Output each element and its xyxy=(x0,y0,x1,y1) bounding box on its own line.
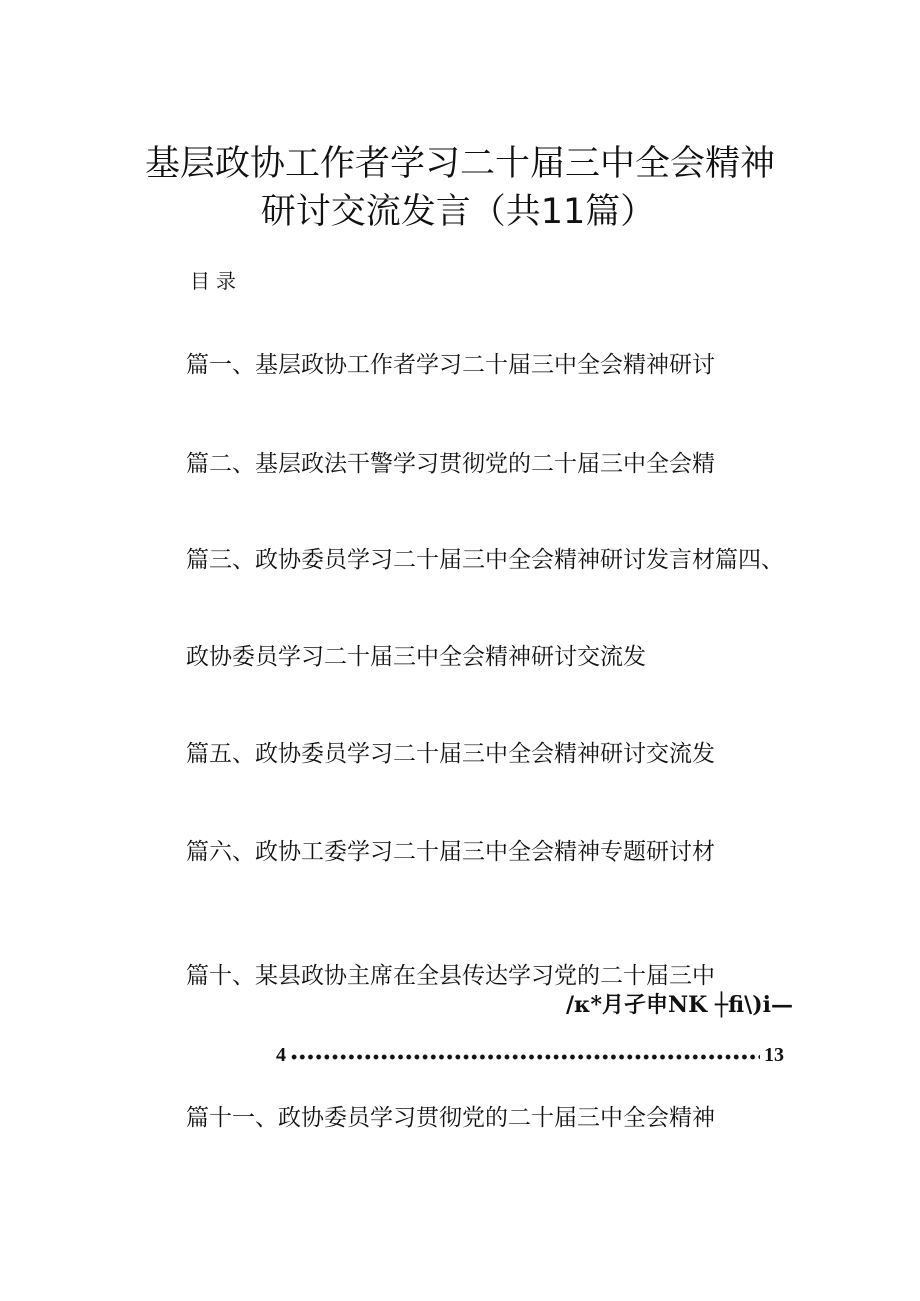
toc-item-1: 篇一、基层政协工作者学习二十届三中全会精神研讨 xyxy=(186,352,715,378)
document-title-line-1: 基层政协工作者学习二十届三中全会精神 xyxy=(144,144,775,184)
toc-item-10: 篇十、某县政协主席在全县传达学习党的二十届三中 xyxy=(186,963,715,989)
toc-item-3: 篇三、政协委员学习二十届三中全会精神研讨发言材篇四、 xyxy=(186,547,784,573)
toc-item-11: 篇十一、政协委员学习贯彻党的二十届三中全会精神 xyxy=(186,1105,715,1131)
toc-item-4: 政协委员学习二十届三中全会精神研讨交流发 xyxy=(186,644,646,670)
toc-item-6: 篇六、政协工委学习二十届三中全会精神专题研讨材 xyxy=(186,839,715,865)
leader-dots xyxy=(290,1054,760,1060)
leader-start-number: 4 xyxy=(276,1044,286,1066)
toc-leader-line xyxy=(276,1044,786,1074)
garbled-ocr-text: /κ*月孑申ΝΚ ┼fi\)i— xyxy=(566,992,793,1018)
page-number: 13 xyxy=(764,1044,784,1066)
toc-item-2: 篇二、基层政法干警学习贯彻党的二十届三中全会精 xyxy=(186,451,715,477)
document-title-line-2: 研讨交流发言（共11篇） xyxy=(260,192,656,232)
toc-heading: 目录 xyxy=(190,269,242,293)
toc-item-5: 篇五、政协委员学习二十届三中全会精神研讨交流发 xyxy=(186,741,715,767)
